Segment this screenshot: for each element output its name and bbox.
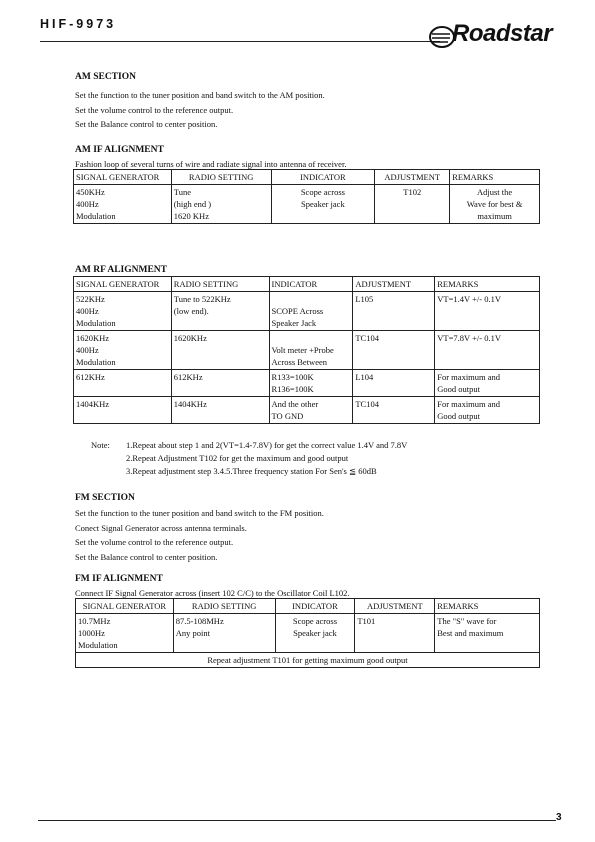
col-indicator-header: INDICATOR bbox=[275, 599, 355, 614]
table-row bbox=[74, 397, 540, 424]
cell-line: 10.7MHz bbox=[78, 616, 111, 626]
fm-line-4: Set the Balance control to center position. bbox=[75, 552, 218, 563]
cell-line: Adjust the bbox=[477, 187, 513, 197]
fm-section-title: FM SECTION bbox=[75, 493, 135, 503]
cell-line: 450KHz bbox=[76, 187, 105, 197]
fm-line-1: Set the function to the tuner position and band switch to the FM position. bbox=[75, 508, 324, 518]
footer-rule bbox=[38, 820, 556, 821]
cell-line: Scope across bbox=[300, 187, 345, 197]
cell-line: 400Hz bbox=[76, 345, 99, 355]
col-indicator-header: INDICATOR bbox=[271, 170, 375, 185]
radio-cell bbox=[171, 185, 271, 224]
note-line-1: 1.Repeat about step 1 and 2(VT=1.4-7.8V) for get the correct value 1.4V and 7.8V bbox=[126, 440, 408, 450]
note-line-2: 2.Repeat Adjustment T102 for get the maximum and good output bbox=[126, 453, 349, 463]
cell-line: And the other bbox=[271, 399, 319, 409]
fm-if-intro: Connect IF Signal Generator across (insert 102 C/C) to the Oscillator Coil L102. bbox=[75, 588, 350, 598]
cell-line: R136=100K bbox=[271, 384, 314, 394]
cell-line: Best and maximum bbox=[437, 628, 504, 638]
cell-line: TO GND bbox=[271, 411, 304, 421]
fm-if-footer: Repeat adjustment T101 for getting maximum good output bbox=[76, 653, 540, 668]
model-number: HIF-9973 bbox=[40, 17, 117, 31]
am-if-intro: Fashion loop of several turns of wire and radiate signal into antenna of receiver. bbox=[75, 159, 347, 169]
radio-cell bbox=[173, 614, 275, 653]
spacer bbox=[272, 332, 351, 344]
note-label: Note: bbox=[91, 440, 110, 450]
radio-cell bbox=[171, 292, 269, 331]
am-rf-table bbox=[73, 276, 540, 424]
col-radio-header: RADIO SETTING bbox=[173, 599, 275, 614]
col-remarks-header: REMARKS bbox=[435, 599, 540, 614]
cell-line: 1620 KHz bbox=[173, 211, 209, 221]
indicator-cell bbox=[269, 370, 353, 397]
cell-line: Any point bbox=[175, 628, 211, 638]
note-line-3: 3.Repeat adjustment step 3.4.5.Three frequency station For Sen's ≦ 60dB bbox=[126, 466, 377, 476]
page-number: 3 bbox=[556, 812, 562, 823]
cell-line: Speaker jack bbox=[301, 199, 345, 209]
table-row bbox=[74, 331, 540, 370]
cell-line: maximum bbox=[477, 211, 512, 221]
remarks-cell bbox=[435, 397, 540, 424]
cell-line: Speaker Jack bbox=[271, 318, 317, 328]
table-header-row bbox=[74, 277, 540, 292]
adjustment-cell: T102 bbox=[375, 185, 450, 224]
adjustment-cell: L105 bbox=[353, 292, 435, 331]
cell-line: Scope across bbox=[292, 616, 337, 626]
indicator-cell bbox=[275, 614, 355, 653]
cell-line: 400Hz bbox=[76, 199, 99, 209]
fm-line-3: Set the volume control to the reference output. bbox=[75, 537, 234, 548]
cell-line: For maximum and bbox=[437, 399, 501, 409]
col-signal-header: SIGNAL GENERATOR bbox=[74, 277, 172, 292]
cell-line: 87.5-108MHz bbox=[175, 616, 224, 626]
remarks-cell bbox=[435, 614, 540, 653]
cell-line: Good output bbox=[437, 411, 480, 421]
cell-line: For maximum and bbox=[437, 372, 501, 382]
cell-line: Modulation bbox=[76, 357, 116, 367]
table-row bbox=[74, 185, 540, 224]
adjustment-cell: T101 bbox=[355, 614, 435, 653]
signal-cell bbox=[76, 614, 174, 653]
col-adjustment-header: ADJUSTMENT bbox=[353, 277, 435, 292]
adjustment-cell: L104 bbox=[353, 370, 435, 397]
cell-line: (low end). bbox=[173, 306, 209, 316]
cell-line: 400Hz bbox=[76, 306, 99, 316]
cell-line: Tune to 522KHz bbox=[173, 294, 231, 304]
cell-line: Modulation bbox=[76, 318, 116, 328]
col-remarks-header: REMARKS bbox=[450, 170, 540, 185]
remarks-cell bbox=[450, 185, 540, 224]
am-line-3: Set the Balance control to center position. bbox=[75, 119, 218, 130]
am-line-2: Set the volume control to the reference output. bbox=[75, 104, 234, 115]
signal-cell: 612KHz bbox=[74, 370, 172, 397]
am-section-text bbox=[75, 88, 325, 132]
signal-cell bbox=[74, 331, 172, 370]
cell-line: The "S" wave for bbox=[437, 616, 497, 626]
cell-line: (high end ) bbox=[173, 199, 212, 209]
table-row bbox=[74, 292, 540, 331]
am-rf-title: AM RF ALIGNMENT bbox=[75, 265, 168, 275]
cell-line: Volt meter +Probe bbox=[271, 345, 334, 355]
header-rule bbox=[40, 41, 440, 42]
am-section-title: AM SECTION bbox=[75, 72, 136, 82]
spacer bbox=[272, 293, 351, 305]
col-adjustment-header: ADJUSTMENT bbox=[355, 599, 435, 614]
table-row bbox=[74, 370, 540, 397]
cell-line: 522KHz bbox=[76, 294, 105, 304]
fm-section-text bbox=[75, 506, 324, 565]
cell-line: R133=100K bbox=[271, 372, 314, 382]
table-footer-row bbox=[76, 653, 540, 668]
radio-cell: 1620KHz bbox=[171, 331, 269, 370]
col-radio-header: RADIO SETTING bbox=[171, 277, 269, 292]
table-header-row bbox=[76, 599, 540, 614]
col-radio-header: RADIO SETTING bbox=[171, 170, 271, 185]
cell-line: SCOPE Across bbox=[271, 306, 324, 316]
signal-cell: 1404KHz bbox=[74, 397, 172, 424]
am-if-title: AM IF ALIGNMENT bbox=[75, 145, 164, 155]
col-signal-header: SIGNAL GENERATOR bbox=[74, 170, 172, 185]
remarks-cell bbox=[435, 370, 540, 397]
cell-line: 1620KHz bbox=[76, 333, 110, 343]
remarks-cell: VT=7.8V +/- 0.1V bbox=[435, 331, 540, 370]
cell-line: Wave for best & bbox=[466, 199, 523, 209]
cell-line: Modulation bbox=[78, 640, 118, 650]
col-remarks-header: REMARKS bbox=[435, 277, 540, 292]
cell-line: Across Between bbox=[271, 357, 327, 367]
am-if-table bbox=[73, 169, 540, 224]
cell-line: Speaker jack bbox=[293, 628, 337, 638]
radio-cell: 612KHz bbox=[171, 370, 269, 397]
table-header-row bbox=[74, 170, 540, 185]
col-adjustment-header: ADJUSTMENT bbox=[375, 170, 450, 185]
fm-if-title: FM IF ALIGNMENT bbox=[75, 574, 163, 584]
cell-line: Tune bbox=[173, 187, 191, 197]
am-rf-notes bbox=[91, 439, 481, 478]
col-signal-header: SIGNAL GENERATOR bbox=[76, 599, 174, 614]
indicator-cell bbox=[269, 331, 353, 370]
brand-name: Roadstar bbox=[452, 20, 553, 47]
brand-logo bbox=[428, 20, 570, 52]
col-indicator-header: INDICATOR bbox=[269, 277, 353, 292]
signal-cell bbox=[74, 185, 172, 224]
fm-if-table bbox=[75, 598, 540, 668]
remarks-cell: VT=1.4V +/- 0.1V bbox=[435, 292, 540, 331]
am-line-1: Set the function to the tuner position and band switch to the AM position. bbox=[75, 90, 325, 100]
adjustment-cell: TC104 bbox=[353, 397, 435, 424]
indicator-cell bbox=[269, 397, 353, 424]
signal-cell bbox=[74, 292, 172, 331]
cell-line: Good output bbox=[437, 384, 480, 394]
cell-line: 1000Hz bbox=[78, 628, 105, 638]
table-row bbox=[76, 614, 540, 653]
radio-cell: 1404KHz bbox=[171, 397, 269, 424]
adjustment-cell: TC104 bbox=[353, 331, 435, 370]
fm-line-2: Conect Signal Generator across antenna terminals. bbox=[75, 522, 247, 533]
indicator-cell bbox=[269, 292, 353, 331]
cell-line: Modulation bbox=[76, 211, 116, 221]
indicator-cell bbox=[271, 185, 375, 224]
